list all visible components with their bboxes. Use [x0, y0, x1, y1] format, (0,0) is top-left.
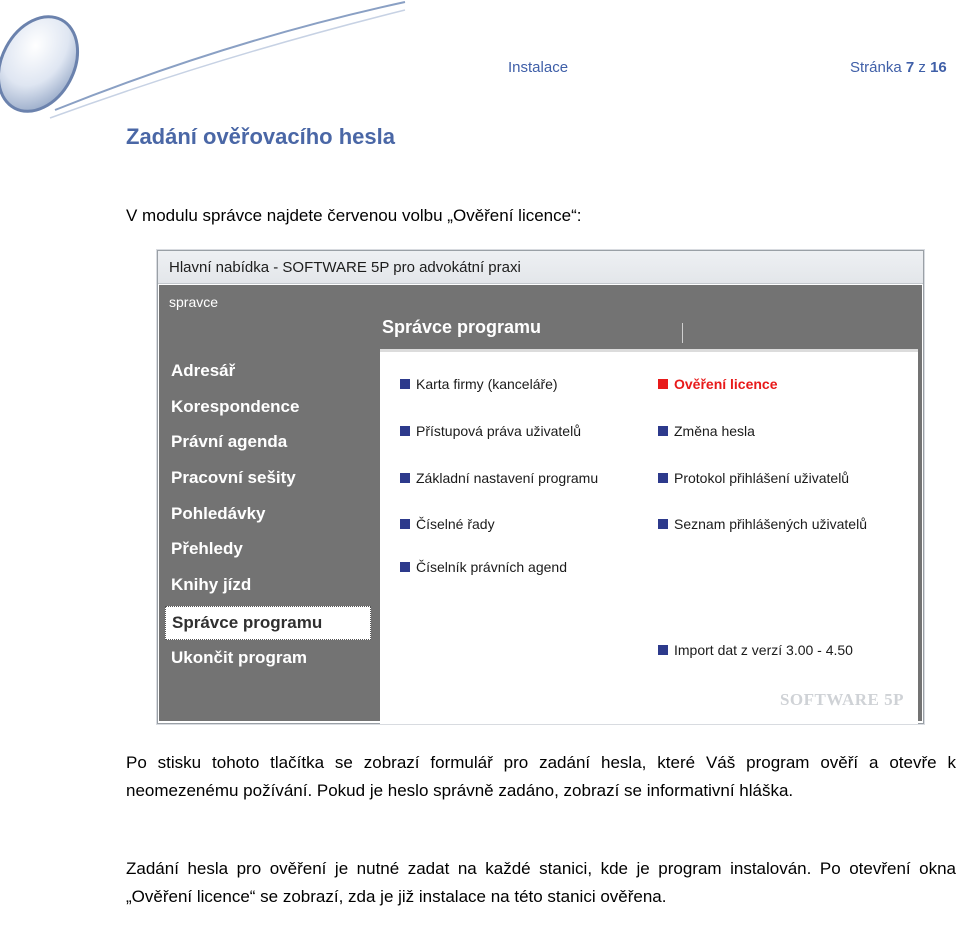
option-label: Číselné řady [416, 516, 495, 532]
option-zakladni-nastaveni[interactable] [400, 470, 598, 486]
window-title: Hlavní nabídka - SOFTWARE 5P pro advokátní praxi [158, 251, 923, 284]
paragraph-2: Zadání hesla pro ověření je nutné zadat na každé stanici, kde je program instalován. Po otevření okna „Ověření licence“ se zobrazí, zda je již instalace na této stanici ověřena. [126, 859, 956, 906]
header-section-name: Instalace [508, 59, 569, 76]
option-pristupova-prava[interactable] [400, 423, 581, 439]
option-label: Karta firmy (kanceláře) [416, 376, 558, 392]
user-label: spravce [169, 294, 219, 310]
main-nav [165, 353, 371, 676]
paragraph-1: Po stisku tohoto tlačítka se zobrazí formulář pro zadání hesla, které Váš program ověří a otevře k neomezenému požívání. Pokud je heslo správně zadáno, zobrazí se informativní hláška. [126, 753, 956, 800]
bullet-icon [400, 426, 410, 436]
nav-item-adresar[interactable]: Adresář [171, 361, 236, 380]
nav-item-korespondence[interactable]: Korespondence [171, 396, 300, 416]
bullet-icon [400, 379, 410, 389]
bullet-icon [658, 473, 668, 483]
panel-divider [682, 323, 683, 343]
admin-options-panel [380, 349, 918, 724]
bullet-icon [400, 519, 410, 529]
option-label: Číselník právních agend [416, 559, 567, 575]
option-ciselne-rady[interactable] [400, 516, 495, 532]
nav-item-prehledy[interactable]: Přehledy [171, 539, 243, 559]
nav-item-ukoncit-program[interactable]: Ukončit program [171, 647, 308, 667]
header-decoration-logo [0, 0, 420, 130]
nav-item-pravni-agenda[interactable]: Právní agenda [171, 432, 288, 452]
page-current: 7 [905, 59, 915, 76]
bullet-icon [658, 379, 668, 389]
option-label: Přístupová práva uživatelů [416, 423, 581, 439]
option-seznam-prihlasenych[interactable] [658, 516, 867, 532]
option-zmena-hesla[interactable] [658, 423, 755, 439]
nav-item-spravce-programu[interactable]: Správce programu [165, 606, 371, 640]
nav-item-pracovni-sesity[interactable]: Pracovní sešity [171, 468, 296, 488]
bullet-icon [658, 426, 668, 436]
brand-watermark: SOFTWARE 5P [779, 690, 904, 709]
option-import-dat[interactable] [658, 642, 853, 658]
app-body [159, 285, 922, 721]
option-label: Ověření licence [674, 376, 778, 392]
page-total: 16 [930, 59, 947, 76]
option-label: Základní nastavení programu [416, 470, 599, 486]
option-label: Import dat z verzí 3.00 - 4.50 [674, 642, 853, 658]
bullet-icon [658, 519, 668, 529]
option-label: Protokol přihlášení uživatelů [674, 470, 850, 486]
bullet-icon [658, 645, 668, 655]
panel-title: Správce programu [382, 317, 542, 337]
option-ciselnik-agend[interactable] [400, 559, 567, 575]
app-screenshot-window [157, 250, 924, 724]
option-label: Změna hesla [674, 423, 755, 439]
bullet-icon [400, 562, 410, 572]
bullet-icon [400, 473, 410, 483]
option-label: Seznam přihlášených uživatelů [674, 516, 867, 532]
option-overeni-licence[interactable] [658, 376, 778, 392]
nav-item-pohledavky[interactable]: Pohledávky [171, 503, 266, 523]
page-sep: z [918, 59, 926, 76]
nav-item-knihy-jizd[interactable]: Knihy jízd [171, 575, 252, 595]
option-protokol-prihlaseni[interactable] [658, 470, 849, 486]
section-title: Zadání ověřovacího hesla [126, 124, 395, 149]
page-prefix: Stránka [850, 59, 902, 76]
intro-text: V modulu správce najdete červenou volbu „Ověření licence“: [126, 206, 582, 225]
option-karta-firmy[interactable] [400, 376, 558, 392]
page-number [850, 59, 947, 76]
